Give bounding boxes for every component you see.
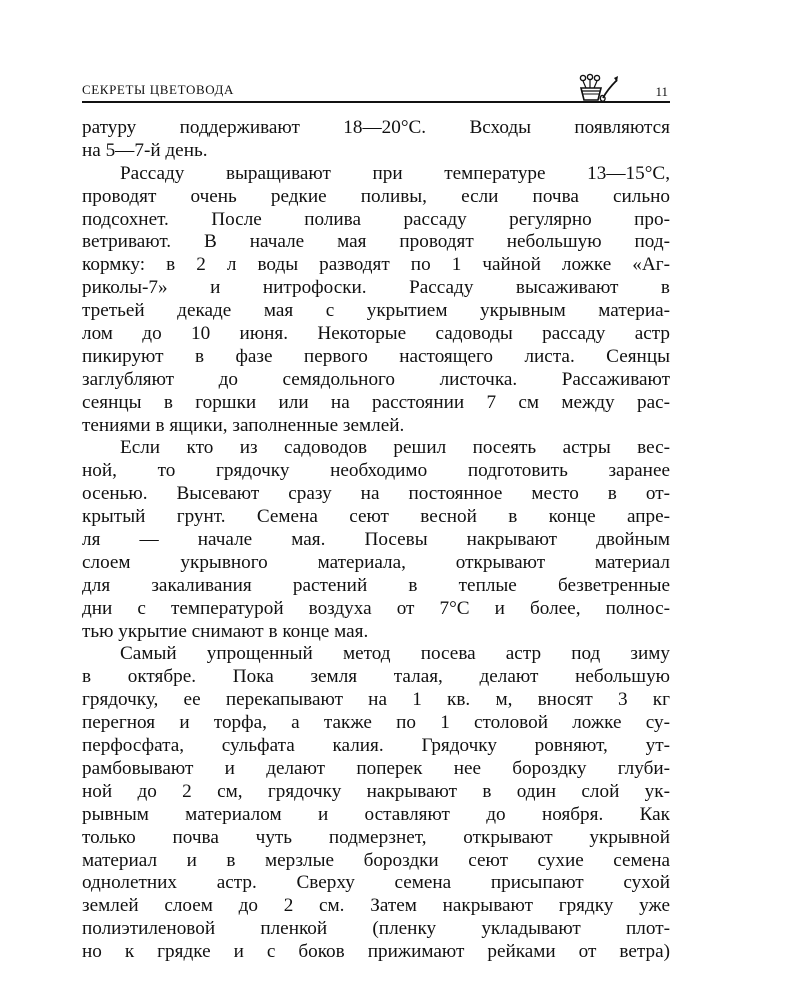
text-line: однолетних астр. Сверху семена присыпают сухой — [82, 872, 670, 894]
text-line: слоем укрывного материала, открывают материал — [82, 551, 670, 573]
text-line: ной до 2 см, грядочку накрывают в один слой ук- — [82, 780, 670, 802]
flower-pot-icon — [577, 72, 619, 104]
page-number: 11 — [655, 84, 668, 99]
running-title: СЕКРЕТЫ ЦВЕТОВОДА — [82, 82, 235, 97]
text-line: лом до 10 июня. Некоторые садоводы рассаду астр — [82, 323, 670, 345]
text-line: тениями в ящики, заполненные землей. — [82, 414, 405, 436]
text-line: третьей декаде мая с укрытием укрывным материа- — [82, 300, 670, 322]
text-line: полиэтиленовой пленкой (пленку укладывают плот- — [82, 918, 670, 940]
text-line: осенью. Высевают сразу на постоянное место в от- — [82, 483, 670, 505]
text-line: проводят очень редкие поливы, если почва сильно — [82, 185, 670, 207]
text-line: перфосфата, сульфата калия. Грядочку ровняют, ут- — [82, 735, 670, 757]
text-line: ля — начале мая. Посевы накрывают двойным — [82, 529, 670, 551]
text-line: пикируют в фазе первого настоящего листа. Сеянцы — [82, 345, 670, 367]
text-line: ратуру поддерживают 18—20°С. Всходы появляются — [82, 117, 670, 138]
text-line: крытый грунт. Семена сеют весной в конце апре- — [82, 506, 670, 528]
text-line: на 5—7-й день. — [82, 139, 208, 161]
text-line: но к грядке и с боков прижимают рейками от ветра) — [82, 941, 670, 963]
text-line: только почва чуть подмерзнет, открывают укрывной — [82, 826, 670, 848]
text-line: ной, то грядочку необходимо подготовить заранее — [82, 460, 670, 482]
text-line: риколы-7» и нитрофоски. Рассаду высаживают в — [82, 277, 670, 299]
text-line: подсохнет. После полива рассаду регулярно про- — [82, 208, 670, 230]
text-line: в октябре. Пока земля талая, делают небольшую — [82, 666, 670, 688]
text-line: землей слоем до 2 см. Затем накрывают грядку уже — [82, 895, 670, 917]
text-line: материал и в мерзлые бороздки сеют сухие семена — [82, 849, 670, 871]
text-line: дни с температурой воздуха от 7°С и более, полнос- — [82, 597, 670, 619]
header-divider — [82, 101, 670, 103]
text-line: заглубляют до семядольного листочка. Рассаживают — [82, 368, 670, 390]
text-line: Рассаду выращивают при температуре 13—15°С, — [120, 162, 670, 184]
text-line: перегноя и торфа, а также по 1 столовой ложке су- — [82, 712, 670, 734]
text-line: для закаливания растений в теплые безветренные — [82, 574, 670, 596]
running-header — [82, 80, 670, 106]
text-line: тью укрытие снимают в конце мая. — [82, 620, 369, 642]
text-line: сеянцы в горшки или на расстоянии 7 см между рас- — [82, 391, 670, 413]
text-line: Если кто из садоводов решил посеять астры вес- — [120, 437, 670, 459]
body-text — [82, 117, 670, 964]
text-line: грядочку, ее перекапывают на 1 кв. м, вносят 3 кг — [82, 689, 670, 711]
text-line: кормку: в 2 л воды разводят по 1 чайной ложке «Аг- — [82, 254, 670, 276]
text-line: рывным материалом и оставляют до ноября. Как — [82, 803, 670, 825]
text-line: Самый упрощенный метод посева астр под зиму — [120, 643, 670, 665]
text-line: ветривают. В начале мая проводят небольшую под- — [82, 231, 670, 253]
text-line: рамбовывают и делают поперек нее бороздку глуби- — [82, 757, 670, 779]
